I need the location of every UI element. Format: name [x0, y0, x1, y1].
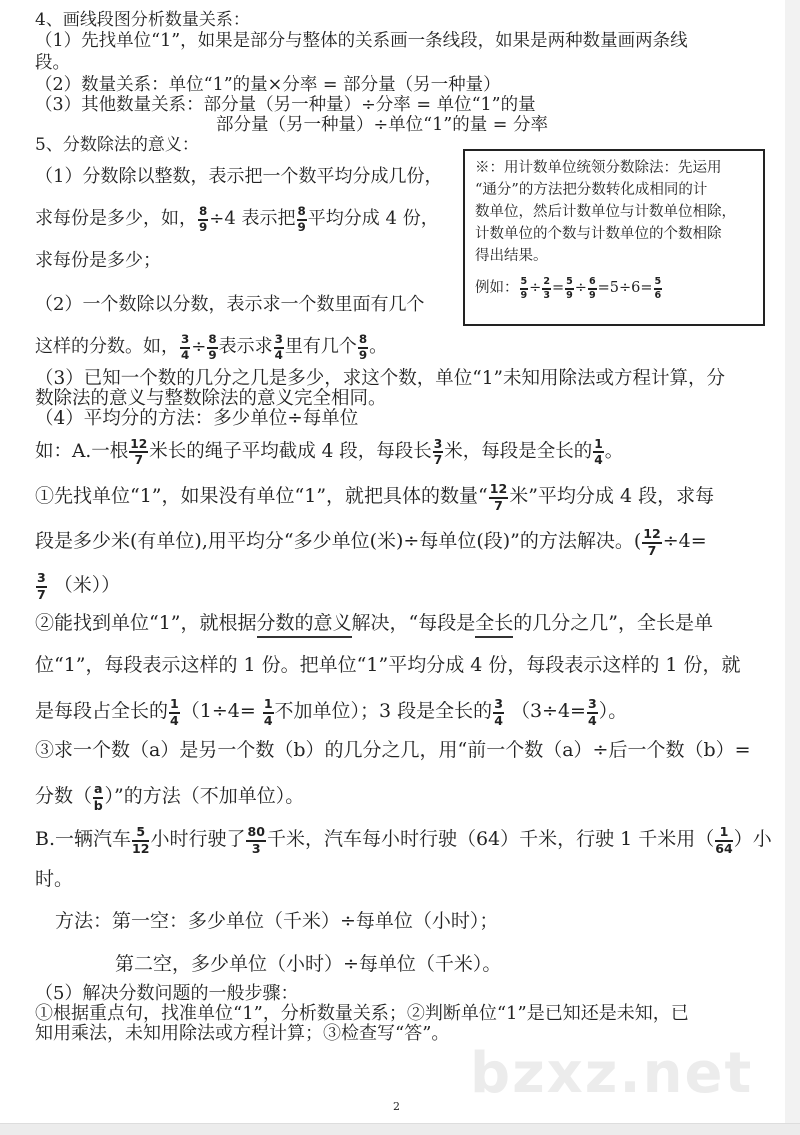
text-segment: 表示求	[218, 335, 273, 357]
text-segment: ③求一个数（a）是另一个数（b）的几分之几，用“前一个数（a）÷后一个数（b）=	[35, 739, 751, 761]
text-segment: 不加单位）；3 段是全长的	[274, 700, 493, 723]
text-segment: （5）解决分数问题的一般步骤：	[35, 983, 299, 1004]
text-segment: 米”平均分成 4 段，求每	[509, 485, 715, 508]
note-box	[463, 149, 765, 326]
text-line	[35, 206, 439, 234]
fraction-denominator: 9	[588, 289, 596, 301]
fraction	[542, 277, 551, 300]
text-segment: （3÷4=	[504, 700, 586, 723]
fraction-numerator: 5	[520, 277, 529, 290]
text-segment: （4）平均分的方法：多少单位÷每单位	[35, 408, 359, 429]
fraction-numerator: 6	[588, 277, 597, 290]
text-segment: 时。	[35, 868, 74, 890]
fraction	[93, 783, 103, 812]
fraction	[198, 206, 208, 234]
text-segment: 的几分之几”，全长是单	[513, 612, 713, 634]
fraction-numerator: 1	[593, 438, 604, 453]
fraction-denominator: 7	[134, 453, 143, 468]
text-segment: 这样的分数。如，	[35, 335, 179, 357]
fraction-denominator: 3	[251, 840, 261, 856]
fraction-numerator: 2	[542, 277, 551, 290]
text-segment: 例如：	[475, 279, 519, 296]
text-line	[35, 698, 627, 727]
note-line	[475, 183, 707, 198]
text-segment: ÷	[574, 279, 587, 296]
text-line	[35, 572, 120, 601]
text-segment: 如：A.一根	[35, 440, 129, 462]
text-segment: （1）分数除以整数，表示把一个数平均分成几份，	[35, 166, 443, 187]
fraction	[358, 334, 368, 362]
fraction	[297, 206, 307, 234]
text-line	[35, 438, 623, 466]
text-segment: 千米，汽车每小时行驶（64）千米，行驶 1 千米用（	[266, 828, 715, 851]
fraction	[180, 334, 190, 362]
text-segment: 部分量（另一种量）÷单位“1”的量 = 分率	[216, 115, 548, 135]
fraction-numerator: 1	[169, 698, 180, 714]
fraction	[588, 277, 597, 300]
viewer-scroll-gutter	[785, 0, 800, 1134]
fraction-denominator: 9	[520, 289, 528, 301]
fraction-numerator: 5	[654, 277, 663, 290]
text-segment: 知用乘法，未知用除法或方程计算；③检查写“答”。	[35, 1023, 450, 1044]
fraction-numerator: 12	[489, 483, 508, 499]
text-line	[35, 137, 199, 154]
fraction-denominator: b	[93, 797, 103, 813]
fraction-denominator: 4	[181, 347, 190, 362]
text-segment: 第二空，多少单位（小时）÷每单位（千米）。	[115, 953, 502, 975]
text-segment: 是每段占全长的	[35, 700, 169, 723]
underlined-text: 全长	[475, 612, 513, 638]
fraction-numerator: 3	[274, 334, 284, 349]
text-segment: 里有几个	[284, 335, 357, 357]
text-line	[35, 33, 688, 51]
text-line	[35, 826, 772, 855]
text-segment: =	[551, 279, 565, 296]
text-segment: B.一辆汽车	[35, 828, 132, 851]
text-segment: 段。	[35, 53, 70, 73]
note-line	[475, 227, 722, 242]
text-line	[35, 168, 442, 186]
fraction-denominator: 7	[494, 497, 503, 513]
text-segment: ②能找到单位“1”，就根据	[35, 612, 257, 634]
fraction-denominator: 7	[37, 586, 46, 602]
fraction	[132, 826, 149, 855]
text-segment: 计数单位的个数与计数单位的个数相除	[475, 226, 722, 242]
text-line	[35, 656, 741, 675]
note-line	[475, 277, 663, 300]
fraction-numerator: 5	[132, 826, 149, 842]
text-segment: 。	[604, 440, 624, 462]
fraction-denominator: 9	[297, 219, 306, 234]
text-segment: 分数（	[35, 785, 93, 808]
text-segment: ）。	[598, 700, 628, 723]
text-line	[35, 252, 161, 270]
text-segment: 数除法的意义与整数除法的意义完全相同。	[35, 388, 387, 409]
fraction	[207, 334, 217, 362]
text-segment: 解决，“每段是	[351, 612, 476, 634]
text-line	[35, 97, 536, 115]
fraction-denominator: 7	[647, 542, 657, 558]
text-line	[35, 483, 714, 512]
text-segment: （米））	[47, 574, 121, 597]
text-segment: ）小	[733, 828, 772, 851]
fraction	[274, 334, 284, 362]
text-segment: ÷	[191, 335, 207, 357]
text-line	[35, 985, 298, 1003]
fraction-denominator: 7	[433, 453, 443, 468]
note-line	[475, 205, 736, 220]
next-page-gap	[0, 1123, 800, 1135]
fraction	[593, 438, 604, 466]
text-segment: ①根据重点句，找准单位“1”，分析数量关系；②判断单位“1”是已知还是未知，已	[35, 1003, 689, 1024]
fraction-numerator: 3	[180, 334, 190, 349]
underlined-text: 分数的意义	[257, 612, 352, 638]
fraction	[520, 277, 529, 300]
text-segment: （1）先找单位“1”，如果是部分与整体的关系画一条线段，如果是两种数量画两条线	[35, 31, 688, 51]
text-segment: 小时行驶了	[150, 828, 246, 851]
fraction	[129, 438, 148, 466]
text-line	[55, 912, 498, 931]
fraction-denominator: 9	[358, 347, 368, 362]
fraction	[489, 483, 508, 512]
text-line	[115, 955, 501, 974]
fraction-numerator: 12	[129, 438, 148, 453]
fraction-numerator: 3	[36, 572, 47, 588]
page-number: 2	[393, 1100, 400, 1113]
fraction	[715, 826, 732, 855]
fraction	[263, 698, 274, 727]
fraction-numerator: 12	[642, 528, 661, 544]
text-line	[35, 334, 387, 362]
fraction	[433, 438, 444, 466]
fraction-denominator: 4	[594, 453, 603, 468]
text-line	[35, 741, 751, 760]
fraction-denominator: 9	[566, 289, 573, 301]
text-line	[35, 55, 70, 73]
fraction-denominator: 9	[199, 219, 208, 234]
text-line	[35, 12, 250, 29]
text-line	[35, 390, 387, 409]
text-segment: 段是多少米(有单位),用平均分“多少单位(米)÷每单位(段)”的方法解决。(	[35, 530, 642, 553]
fraction	[493, 698, 504, 727]
text-line	[35, 870, 73, 889]
fraction-numerator: 80	[246, 826, 265, 842]
fraction-numerator: 8	[198, 206, 208, 221]
fraction-numerator: a	[93, 783, 103, 799]
text-segment: 5、分数除法的意义：	[35, 135, 199, 155]
fraction-numerator: 8	[358, 334, 368, 349]
watermark: bzxz.net	[470, 1041, 754, 1106]
text-segment: 4、画线段图分析数量关系：	[35, 10, 250, 30]
text-line	[35, 528, 707, 557]
text-segment: 方法：第一空：多少单位（千米）÷每单位（小时）；	[55, 910, 499, 932]
text-line	[35, 614, 713, 633]
text-segment: 米长的绳子平均截成 4 段，每段长	[149, 440, 432, 462]
fraction	[565, 277, 574, 300]
text-segment: 得出结果。	[475, 248, 548, 264]
text-segment: （3）其他数量关系：部分量（另一种量）÷分率 = 单位“1”的量	[35, 95, 536, 115]
fraction-denominator: 4	[494, 712, 503, 728]
fraction-denominator: 6	[654, 289, 662, 301]
fraction	[654, 277, 663, 300]
fraction-denominator: 4	[587, 712, 597, 728]
text-segment: ※：用计数单位统领分数除法：先运用	[475, 160, 722, 176]
text-line	[35, 1005, 689, 1023]
fraction-numerator: 8	[207, 334, 217, 349]
fraction-numerator: 3	[433, 438, 444, 453]
text-segment: （2）数量关系：单位“1”的量×分率 = 部分量（另一种量）	[35, 75, 501, 95]
text-line	[35, 296, 424, 314]
text-segment: ÷4 表示把	[209, 207, 296, 229]
text-segment: 。	[369, 335, 388, 357]
note-line	[475, 161, 722, 176]
fraction-numerator: 5	[565, 277, 574, 290]
fraction	[169, 698, 180, 727]
fraction-numerator: 1	[715, 826, 732, 842]
note-line	[475, 249, 548, 264]
text-segment: ）”的方法（不加单位）。	[104, 785, 305, 808]
text-segment: （2）一个数除以分数，表示求一个数里面有几个	[35, 294, 425, 315]
fraction	[246, 826, 265, 855]
fraction-denominator: 12	[132, 840, 150, 856]
fraction	[587, 698, 598, 727]
text-segment: （1÷4=	[180, 700, 262, 723]
text-segment: 米，每段是全长的	[444, 440, 593, 462]
fraction	[642, 528, 661, 557]
text-line	[216, 117, 548, 135]
text-line	[35, 1025, 449, 1043]
text-segment: 求每份是多少，如，	[35, 207, 197, 229]
text-segment: 求每份是多少；	[35, 250, 161, 271]
fraction-denominator: 4	[170, 712, 179, 728]
text-segment: “通分”的方法把分数转化成相同的计	[475, 182, 708, 198]
text-line	[35, 783, 304, 812]
fraction-numerator: 3	[587, 698, 598, 714]
text-segment: 平均分成 4 份，	[307, 207, 439, 229]
fraction-denominator: 64	[715, 840, 733, 856]
fraction-numerator: 1	[263, 698, 274, 714]
text-segment: ①先找单位“1”，如果没有单位“1”，就把具体的数量“	[35, 485, 488, 508]
fraction	[36, 572, 47, 601]
fraction-denominator: 9	[208, 347, 217, 362]
text-segment: 位“1”，每段表示这样的 1 份。把单位“1”平均分成 4 份，每段表示这样的 1 份，就	[35, 654, 741, 676]
fraction-numerator: 8	[297, 206, 307, 221]
text-segment: ÷	[529, 279, 542, 296]
text-segment: 数单位，然后计数单位与计数单位相除，	[475, 204, 736, 220]
fraction-denominator: 3	[543, 289, 550, 301]
text-line	[35, 77, 501, 95]
text-line	[35, 370, 725, 389]
fraction-denominator: 4	[263, 712, 273, 728]
text-line	[35, 410, 358, 429]
text-segment: =5÷6=	[597, 279, 653, 296]
text-segment: ÷4=	[662, 530, 707, 553]
text-segment: （3）已知一个数的几分之几是多少，求这个数，单位“1”未知用除法或方程计算，分	[35, 368, 725, 389]
fraction-denominator: 4	[274, 347, 283, 362]
fraction-numerator: 3	[493, 698, 504, 714]
